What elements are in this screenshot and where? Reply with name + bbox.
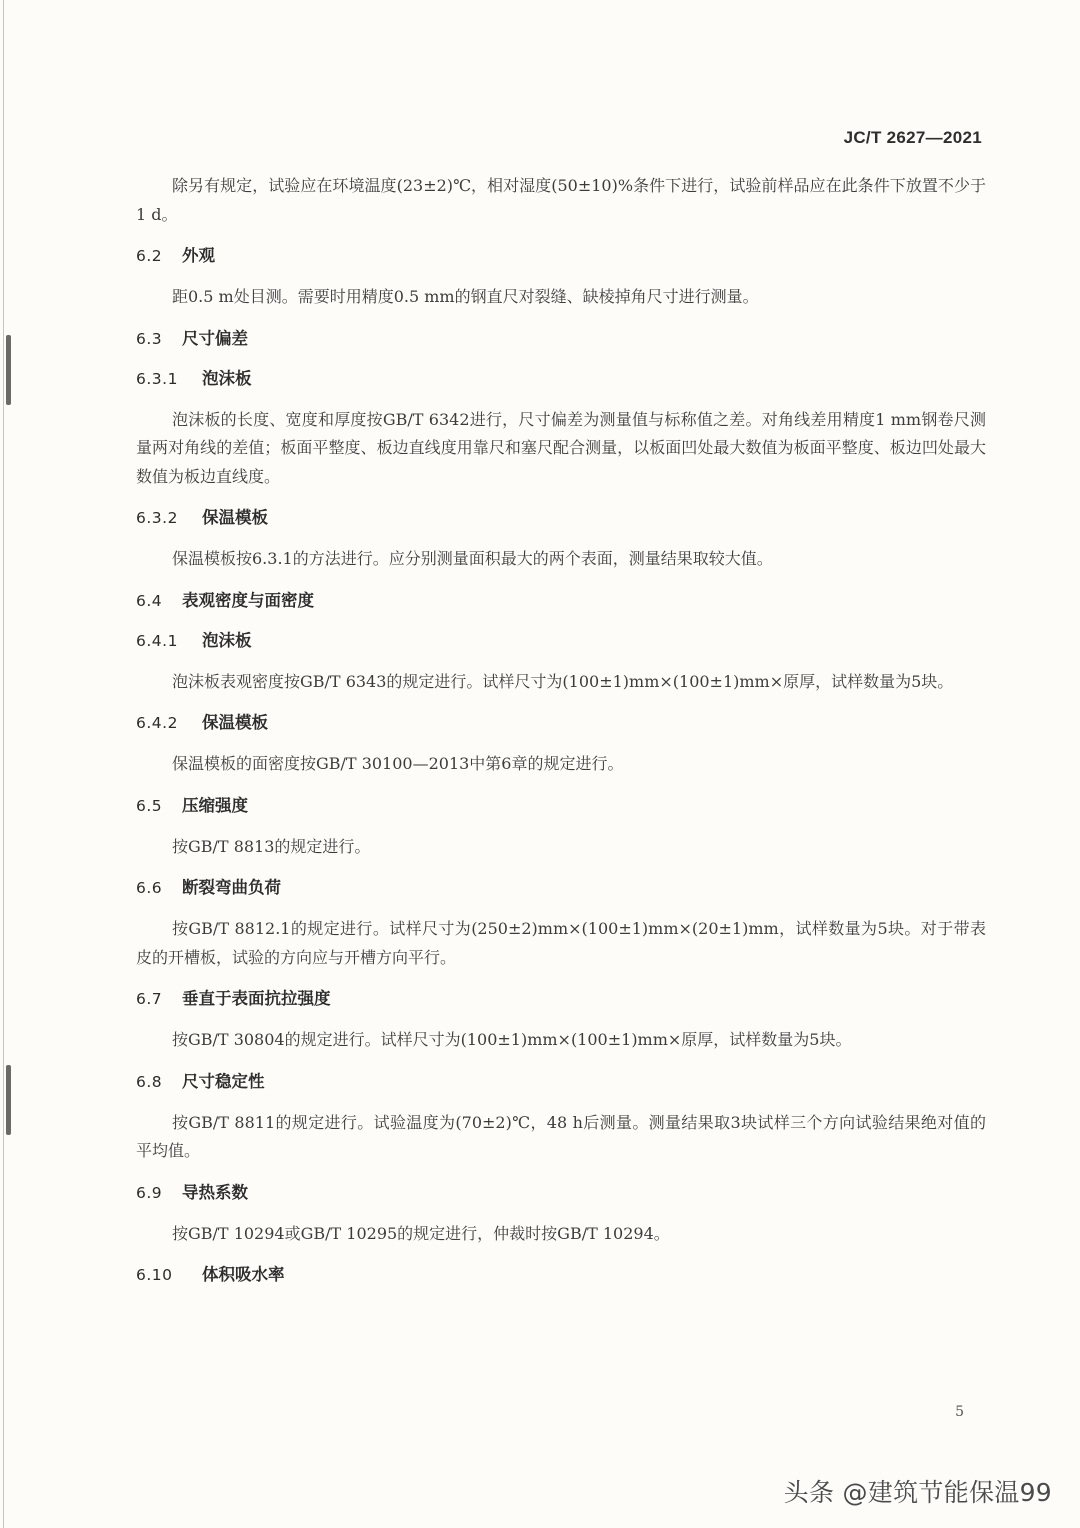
- section-heading: [136, 243, 986, 269]
- binding-mark-top: [6, 335, 11, 405]
- section-number: 6.6: [136, 879, 163, 897]
- section-number: 6.9: [136, 1183, 163, 1202]
- section-heading: [136, 366, 986, 392]
- section-heading: [136, 1262, 986, 1288]
- section-title: 泡沫板: [202, 368, 252, 388]
- binding-edge: [3, 0, 4, 1528]
- section-paragraph: 按GB/T 8813的规定进行。: [172, 836, 371, 856]
- section-paragraph: 按GB/T 8811的规定进行。试验温度为(70±2)℃，48 h后测量。测量结果取3块试样三个方向试验结果绝对值的平均值。: [136, 1112, 986, 1160]
- section-paragraph: 泡沫板表观密度按GB/T 6343的规定进行。试样尺寸为(100±1)mm×(100±1)mm×原厚，试样数量为5块。: [172, 671, 954, 691]
- section-paragraph: 按GB/T 30804的规定进行。试样尺寸为(100±1)mm×(100±1)mm×原厚，试样数量为5块。: [172, 1030, 852, 1049]
- section-title: 保温模板: [202, 508, 268, 527]
- section-title: 断裂弯曲负荷: [182, 878, 281, 897]
- section-heading: [136, 875, 986, 901]
- section-paragraph: 泡沫板的长度、宽度和厚度按GB/T 6342进行，尺寸偏差为测量值与标称值之差。对角线差用精度1 mm钢卷尺测量两对角线的差值；板面平整度、板边直线度用靠尺和塞尺配合测量，以板面凹处最大数值为板面平整度、板边凹处最大数值为板边直线度。: [136, 409, 986, 486]
- section-title: 体积吸水率: [202, 1265, 285, 1284]
- section-heading: [136, 505, 986, 531]
- section-paragraph: 按GB/T 10294或GB/T 10295的规定进行，仲裁时按GB/T 10294。: [172, 1223, 670, 1243]
- section-number: 6.2: [136, 247, 163, 265]
- section-title: 尺寸偏差: [182, 328, 248, 348]
- section-number: 6.10: [136, 1266, 173, 1284]
- section-heading: [136, 1069, 986, 1095]
- section-paragraph: 距0.5 m处目测。需要时用精度0.5 mm的钢直尺对裂缝、缺棱掉角尺寸进行测量。: [172, 287, 759, 306]
- section-number: 6.3.2: [136, 509, 178, 527]
- section-paragraph: 保温模板的面密度按GB/T 30100—2013中第6章的规定进行。: [172, 754, 624, 773]
- section-title: 泡沫板: [202, 630, 252, 650]
- section-number: 6.4: [136, 591, 163, 610]
- section-heading: [136, 628, 986, 654]
- section-heading: [136, 588, 986, 614]
- section-title: 表观密度与面密度: [182, 590, 314, 610]
- section-title: 尺寸稳定性: [182, 1071, 265, 1091]
- section-title: 垂直于表面抗拉强度: [182, 989, 331, 1008]
- section-number: 6.7: [136, 990, 163, 1008]
- section-number: 6.4.1: [136, 631, 178, 650]
- binding-mark-bottom: [6, 1065, 11, 1135]
- section-number: 6.8: [136, 1072, 163, 1091]
- sections-container: [136, 243, 986, 1288]
- section-title: 导热系数: [182, 1182, 248, 1202]
- section-number: 6.3.1: [136, 369, 178, 388]
- watermark-logo: 头条 @建筑节能保温99: [783, 1478, 1052, 1507]
- standard-code: JC/T 2627—2021: [843, 128, 982, 147]
- section-title: 外观: [182, 246, 215, 265]
- section-number: 6.5: [136, 796, 163, 815]
- section-title: 保温模板: [202, 713, 268, 732]
- section-heading: [136, 710, 986, 736]
- section-number: 6.3: [136, 329, 163, 348]
- document-body: [136, 172, 986, 1302]
- section-paragraph: 按GB/T 8812.1的规定进行。试样尺寸为(250±2)mm×(100±1)mm×(20±1)mm，试样数量为5块。对于带表皮的开槽板，试验的方向应与开槽方向平行。: [136, 919, 986, 967]
- section-title: 压缩强度: [182, 795, 248, 815]
- intro-paragraph: 除另有规定，试验应在环境温度(23±2)℃，相对湿度(50±10)%条件下进行，试验前样品应在此条件下放置不少于1 d。: [136, 176, 986, 224]
- section-heading: [136, 793, 986, 819]
- section-paragraph: 保温模板按6.3.1的方法进行。应分别测量面积最大的两个表面，测量结果取较大值。: [172, 549, 773, 568]
- section-heading: [136, 326, 986, 352]
- section-number: 6.4.2: [136, 714, 178, 732]
- page-number: 5: [955, 1404, 964, 1420]
- section-heading: [136, 1180, 986, 1206]
- section-heading: [136, 986, 986, 1012]
